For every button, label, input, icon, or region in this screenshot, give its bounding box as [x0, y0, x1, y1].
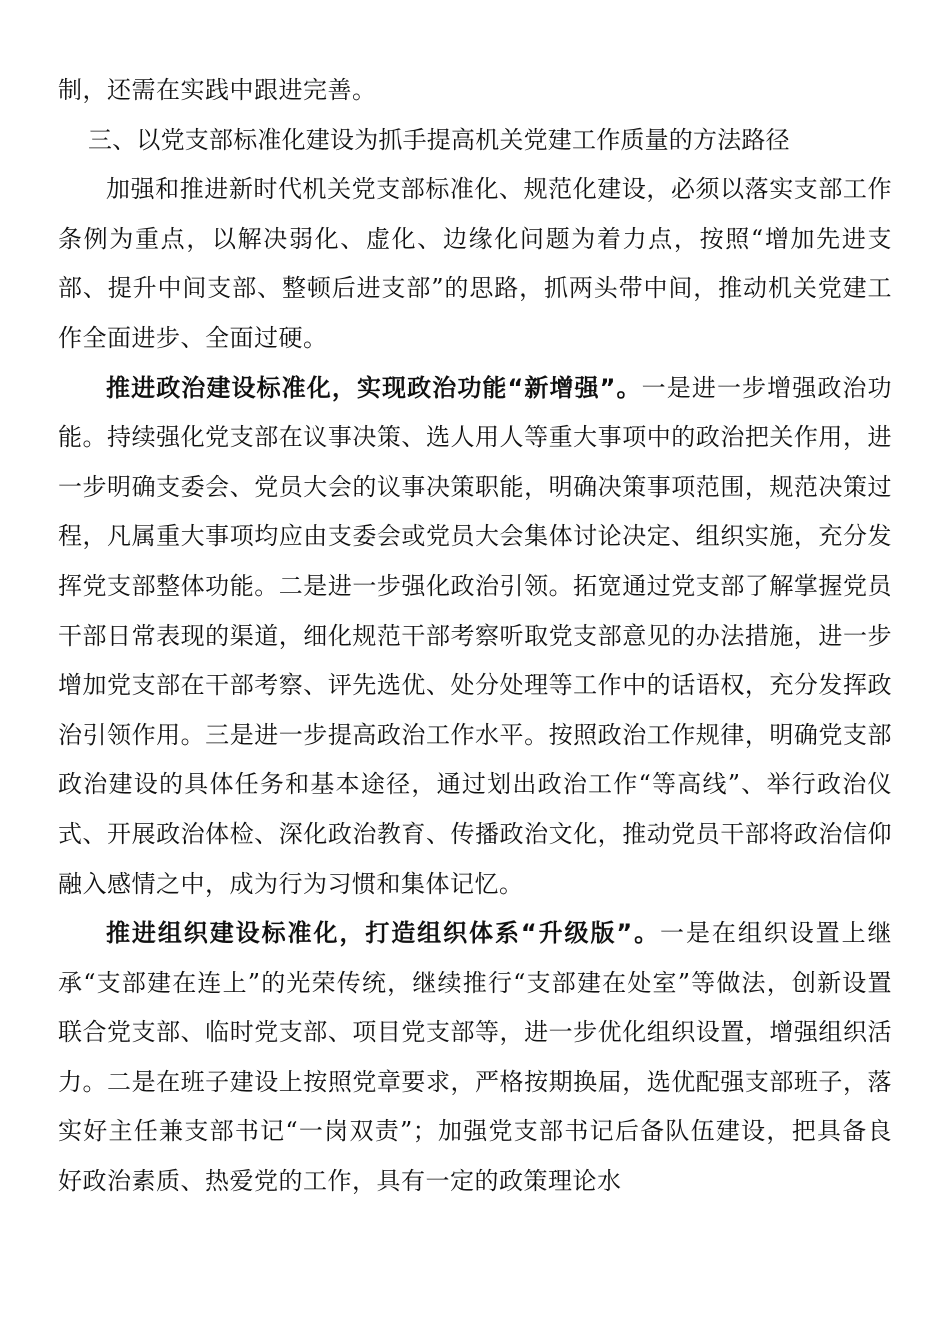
- organization-building-paragraph: [58, 909, 892, 1207]
- political-building-body: 一是进一步增强政治功能。持续强化党支部在议事决策、选人用人等重大事项中的政治把关作用，进一步明确支委会、党员大会的议事决策职能，明确决策事项范围，规范决策过程，凡属重大事项均应由支委会或党员大会集体讨论决定、组织实施，充分发挥党支部整体功能。二是进一步强化政治引领。拓宽通过党支部了解掌握党员干部日常表现的渠道，细化规范干部考察听取党支部意见的办法措施，进一步增加党支部在干部考察、评先选优、处分处理等工作中的话语权，充分发挥政治引领作用。三是进一步提高政治工作水平。按照政治工作规律，明确党支部政治建设的具体任务和基本途径，通过划出政治工作“等高线”、举行政治仪式、开展政治体检、深化政治教育、传播政治文化，推动党员干部将政治信仰融入感情之中，成为行为习惯和集体记忆。: [58, 373, 893, 898]
- section-heading: 三、以党支部标准化建设为抓手提高机关党建工作质量的方法路径: [88, 125, 790, 154]
- document-page: [58, 66, 892, 1207]
- intro-paragraph: 加强和推进新时代机关党支部标准化、规范化建设，必须以落实支部工作条例为重点，以解决弱化、虚化、边缘化问题为着力点，按照“增加先进支部、提升中间支部、整顿后进支部”的思路，抓两头带中间，推动机关党建工作全面进步、全面过硬。: [58, 175, 892, 352]
- political-building-paragraph: [58, 364, 892, 910]
- political-building-lead: 推进政治建设标准化，实现政治功能“新增强”。: [106, 373, 642, 402]
- organization-building-body: 一是在组织设置上继承“支部建在连上”的光荣传统，继续推行“支部建在处室”等做法，创新设置联合党支部、临时党支部、项目党支部等，进一步优化组织设置，增强组织活力。二是在班子建设上按照党章要求，严格按期换届，选优配强支部班子，落实好主任兼支部书记“一岗双责”；加强党支部书记后备队伍建设，把具备良好政治素质、热爱党的工作，具有一定的政策理论水: [58, 919, 893, 1196]
- organization-building-lead: 推进组织建设标准化，打造组织体系“升级版”。: [106, 919, 661, 948]
- continuation-paragraph: 制，还需在实践中跟进完善。: [58, 76, 377, 104]
